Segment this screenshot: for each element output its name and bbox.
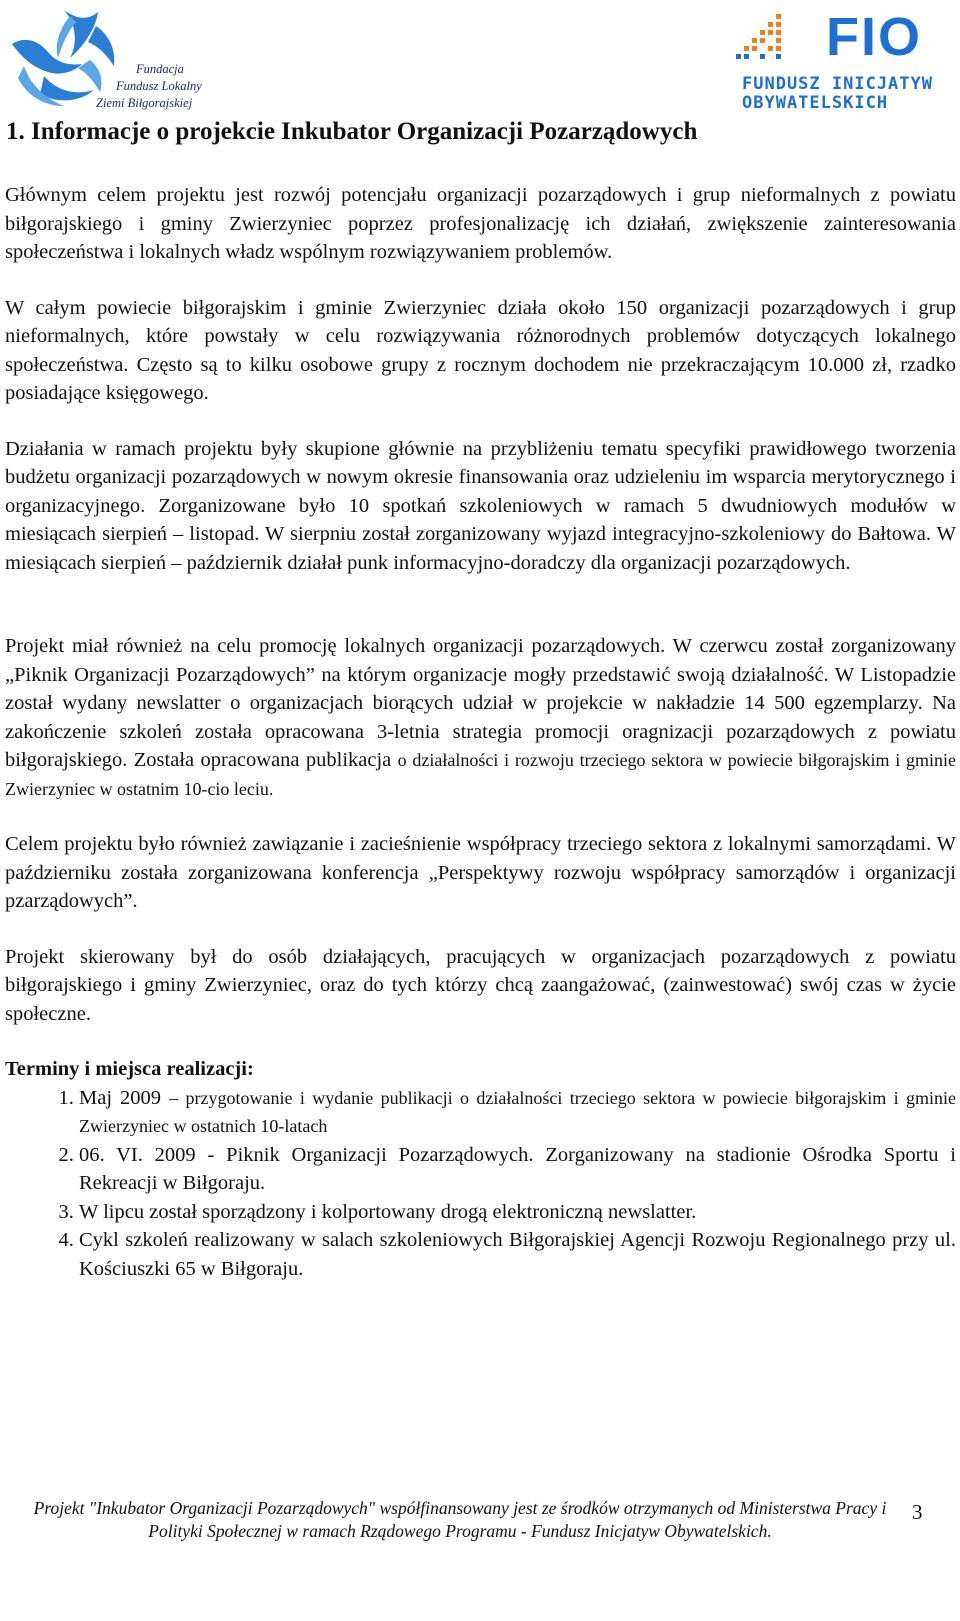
paragraph-cooperation: Celem projektu było również zawiązanie i zacieśnienie współpracy trzeciego sektora z lokalnymi samorządami. W październiku została zorganizowana konferencja „Perspektywy rozwoju współpracy samorządów i organizacji pzarządowych”. bbox=[5, 833, 956, 912]
paragraph-goal: Głównym celem projektu jest rozwój potencjału organizacji pozarządowych i grup nieformalnych z powiatu biłgorajskiego i gminy Zwierzyniec poprzez profesjonalizację ich działań, zwiększenie zainteresowania społeczeństwa i lokalnych władz wspólnym rozwiązywaniem problemów. bbox=[5, 184, 956, 263]
terms-heading: Terminy i miejsca realizacji: bbox=[5, 1058, 254, 1080]
paragraph-promotion bbox=[5, 632, 956, 803]
foundation-logo bbox=[4, 6, 214, 118]
term-detail: – przygotowanie i wydanie publikacji o działalności trzeciego sektora w powiecie biłgorajskim i gminie Zwierzyniec w ostatnich 10-latach bbox=[79, 1087, 957, 1136]
paragraph-activities: Działania w ramach projektu były skupione głównie na przybliżeniu tematu specyfiki prawidłowego tworzenia budżetu organizacji pozarządowych w nowym okresie finansowania oraz udzieleniu im wsparcia merytorycznego i organizacyjnego. Zorganizowane było 10 spotkań szkoleniowych w ramach 5 dwudniowych modułów w miesiącach sierpień – listopad. W sierpniu został zorganizowany wyjazd integracyjno-szkoleniowy do Bałtowa. W miesiącach sierpień – październik działał punk informacyjno-doradczy dla organizacji pozarządowych. bbox=[5, 437, 956, 574]
document-body bbox=[5, 181, 956, 1283]
fio-line-2: OBYWATELSKICH bbox=[742, 93, 889, 113]
promotion-main-text: Projekt miał również na celu promocję lokalnych organizacji pozarządowych. W czerwcu został zorganizowany „Piknik Organizacji Pozarządowych” na którym organizacje mogły przedstawić swoją działalność. W Listopadzie został wydany newslatter o organizacjach biorących udział w projekcie w nakładzie 14 500 egzemplarzy. Na zakończenie szkoleń została opracowana 3-letnia strategia promocji oragnizacji pozarządowych z powiatu biłgorajskiego. Została opracowana publikacja bbox=[5, 635, 956, 771]
page-heading: 1. Informacje o projekcie Inkubator Organizacji Pozarządowych bbox=[6, 118, 698, 145]
list-item bbox=[79, 1084, 956, 1141]
paragraph-context: W całym powiecie biłgorajskim i gminie Zwierzyniec działa około 150 organizacji pozarządowych i grup nieformalnych, które powstały w celu rozwiązywania różnorodnych problemów dotyczących lokalnego społeczeństwa. Często są to kilku osobowe grupy z rocznym dochodem nie przekraczającym 10.000 zł, rzadko posiadające księgowego. bbox=[5, 296, 956, 404]
term-lead: Maj 2009 bbox=[79, 1086, 170, 1109]
term-lead: 06. VI. 2009 - Piknik Organizacji Pozarządowych. Zorganizowany na stadionie Ośrodka Sportu i Rekreacji w Biłgoraju. bbox=[79, 1143, 956, 1194]
logo-line-1: Fundacja bbox=[136, 62, 184, 76]
logo-line-3: Ziemi Biłgorajskiej bbox=[96, 96, 193, 110]
fio-title: FIO bbox=[826, 7, 922, 67]
fio-logo bbox=[742, 8, 952, 116]
promotion-small-text: o działalności i rozwoju trzeciego sektora w powiecie biłgorajskim i gminie Zwierzyniec w ostatnim 10-cio leciu. bbox=[5, 750, 956, 799]
fio-line-1: FUNDUSZ INICJATYW bbox=[742, 74, 933, 94]
term-lead: Cykl szkoleń realizowany w salach szkoleniowych Biłgorajskiej Agencji Rozwoju Regionalnego przy ul. Kościuszki 65 w Biłgoraju. bbox=[79, 1229, 956, 1280]
list-item bbox=[79, 1198, 956, 1227]
paragraph-audience: Projekt skierowany był do osób działających, pracujących w organizacjach pozarządowych z powiatu biłgorajskiego i gminy Zwierzyniec, oraz do tych którzy chcą zaangażować, (zainwestować) swój czas w życie społeczne. bbox=[5, 945, 956, 1025]
logo-line-2: Fundusz Lokalny bbox=[116, 79, 202, 93]
term-lead: W lipcu został sporządzony i kolportowany drogą elektroniczną newslatter. bbox=[79, 1200, 697, 1223]
page-number: 3 bbox=[912, 1500, 923, 1524]
list-item bbox=[79, 1226, 956, 1283]
list-item bbox=[79, 1141, 956, 1198]
page-footer: Projekt "Inkubator Organizacji Pozarządowych" współfinansowany jest ze środków otrzymanych od Ministerstwa Pracy i Polityki Społecznej w ramach Rządowego Programu - Fundusz Inicjatyw Obywatelskich. bbox=[33, 1498, 887, 1541]
dots-graphic-icon bbox=[718, 10, 798, 70]
terms-list bbox=[5, 1084, 956, 1284]
